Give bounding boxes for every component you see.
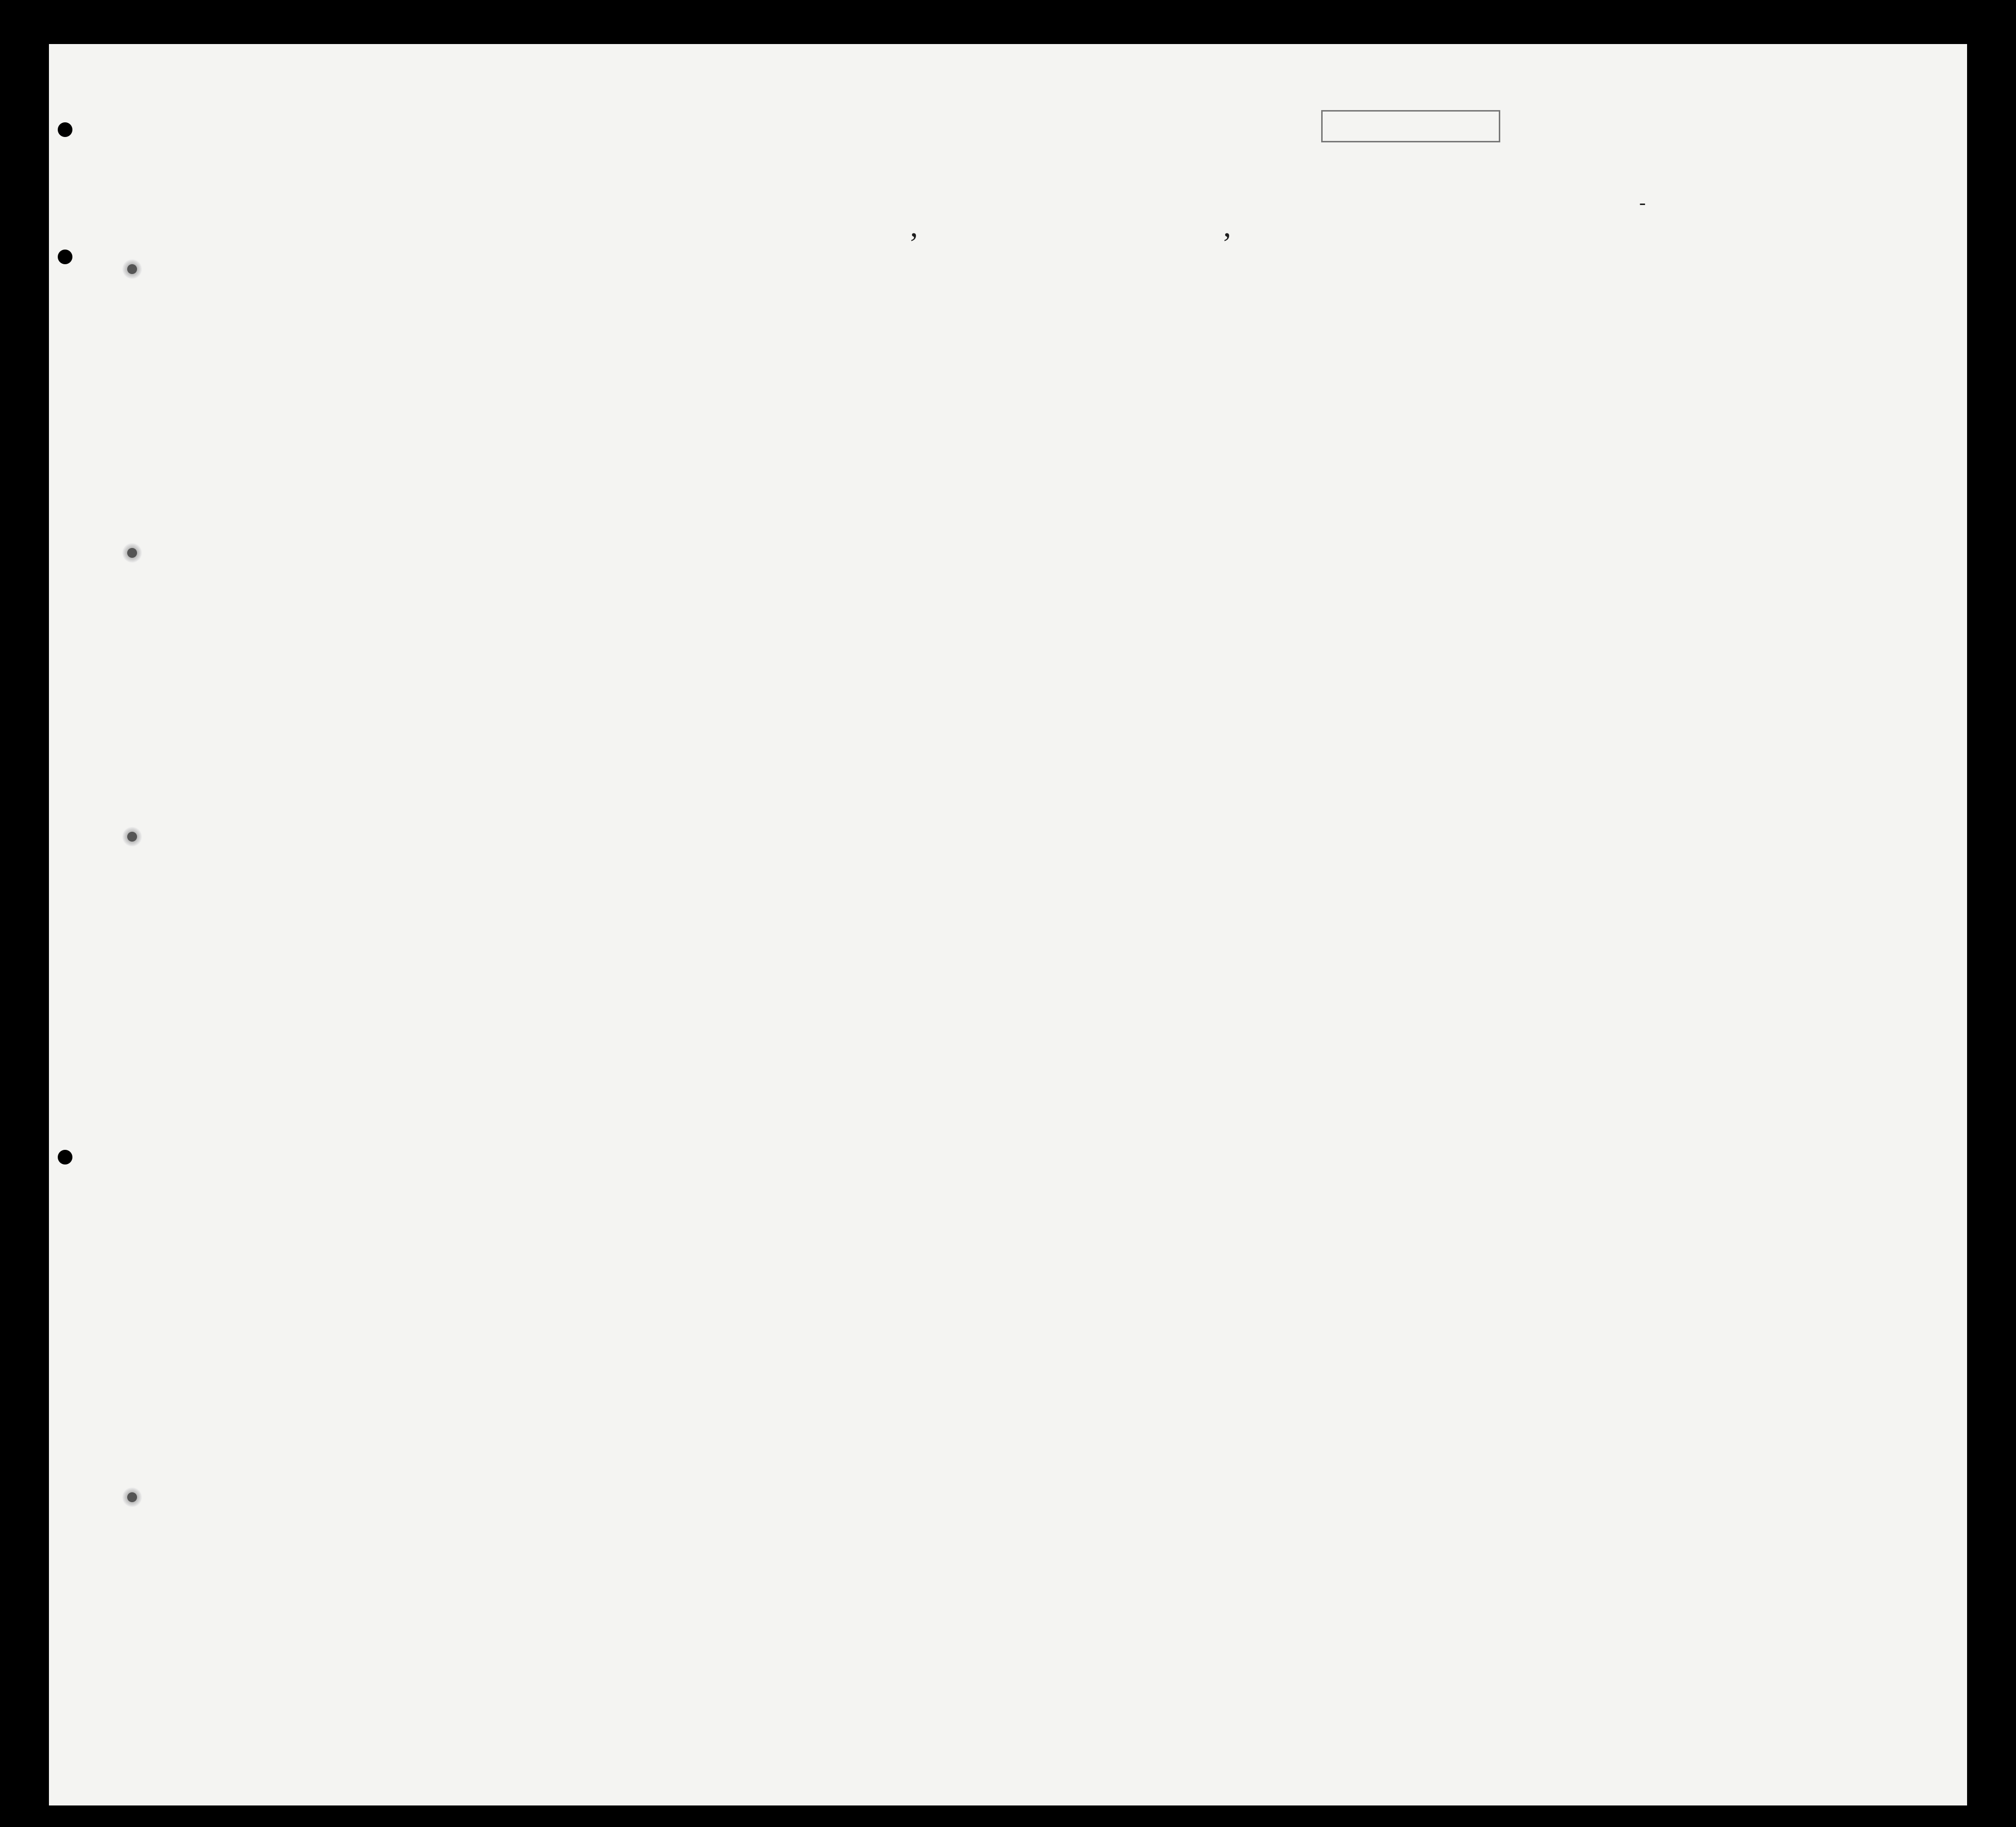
comma-2: , [1223,208,1231,243]
manifest-sheet [49,44,1967,1805]
comma-1: , [910,208,918,243]
separator-mark: - [1639,191,1646,213]
manifest-table [49,44,1967,1805]
